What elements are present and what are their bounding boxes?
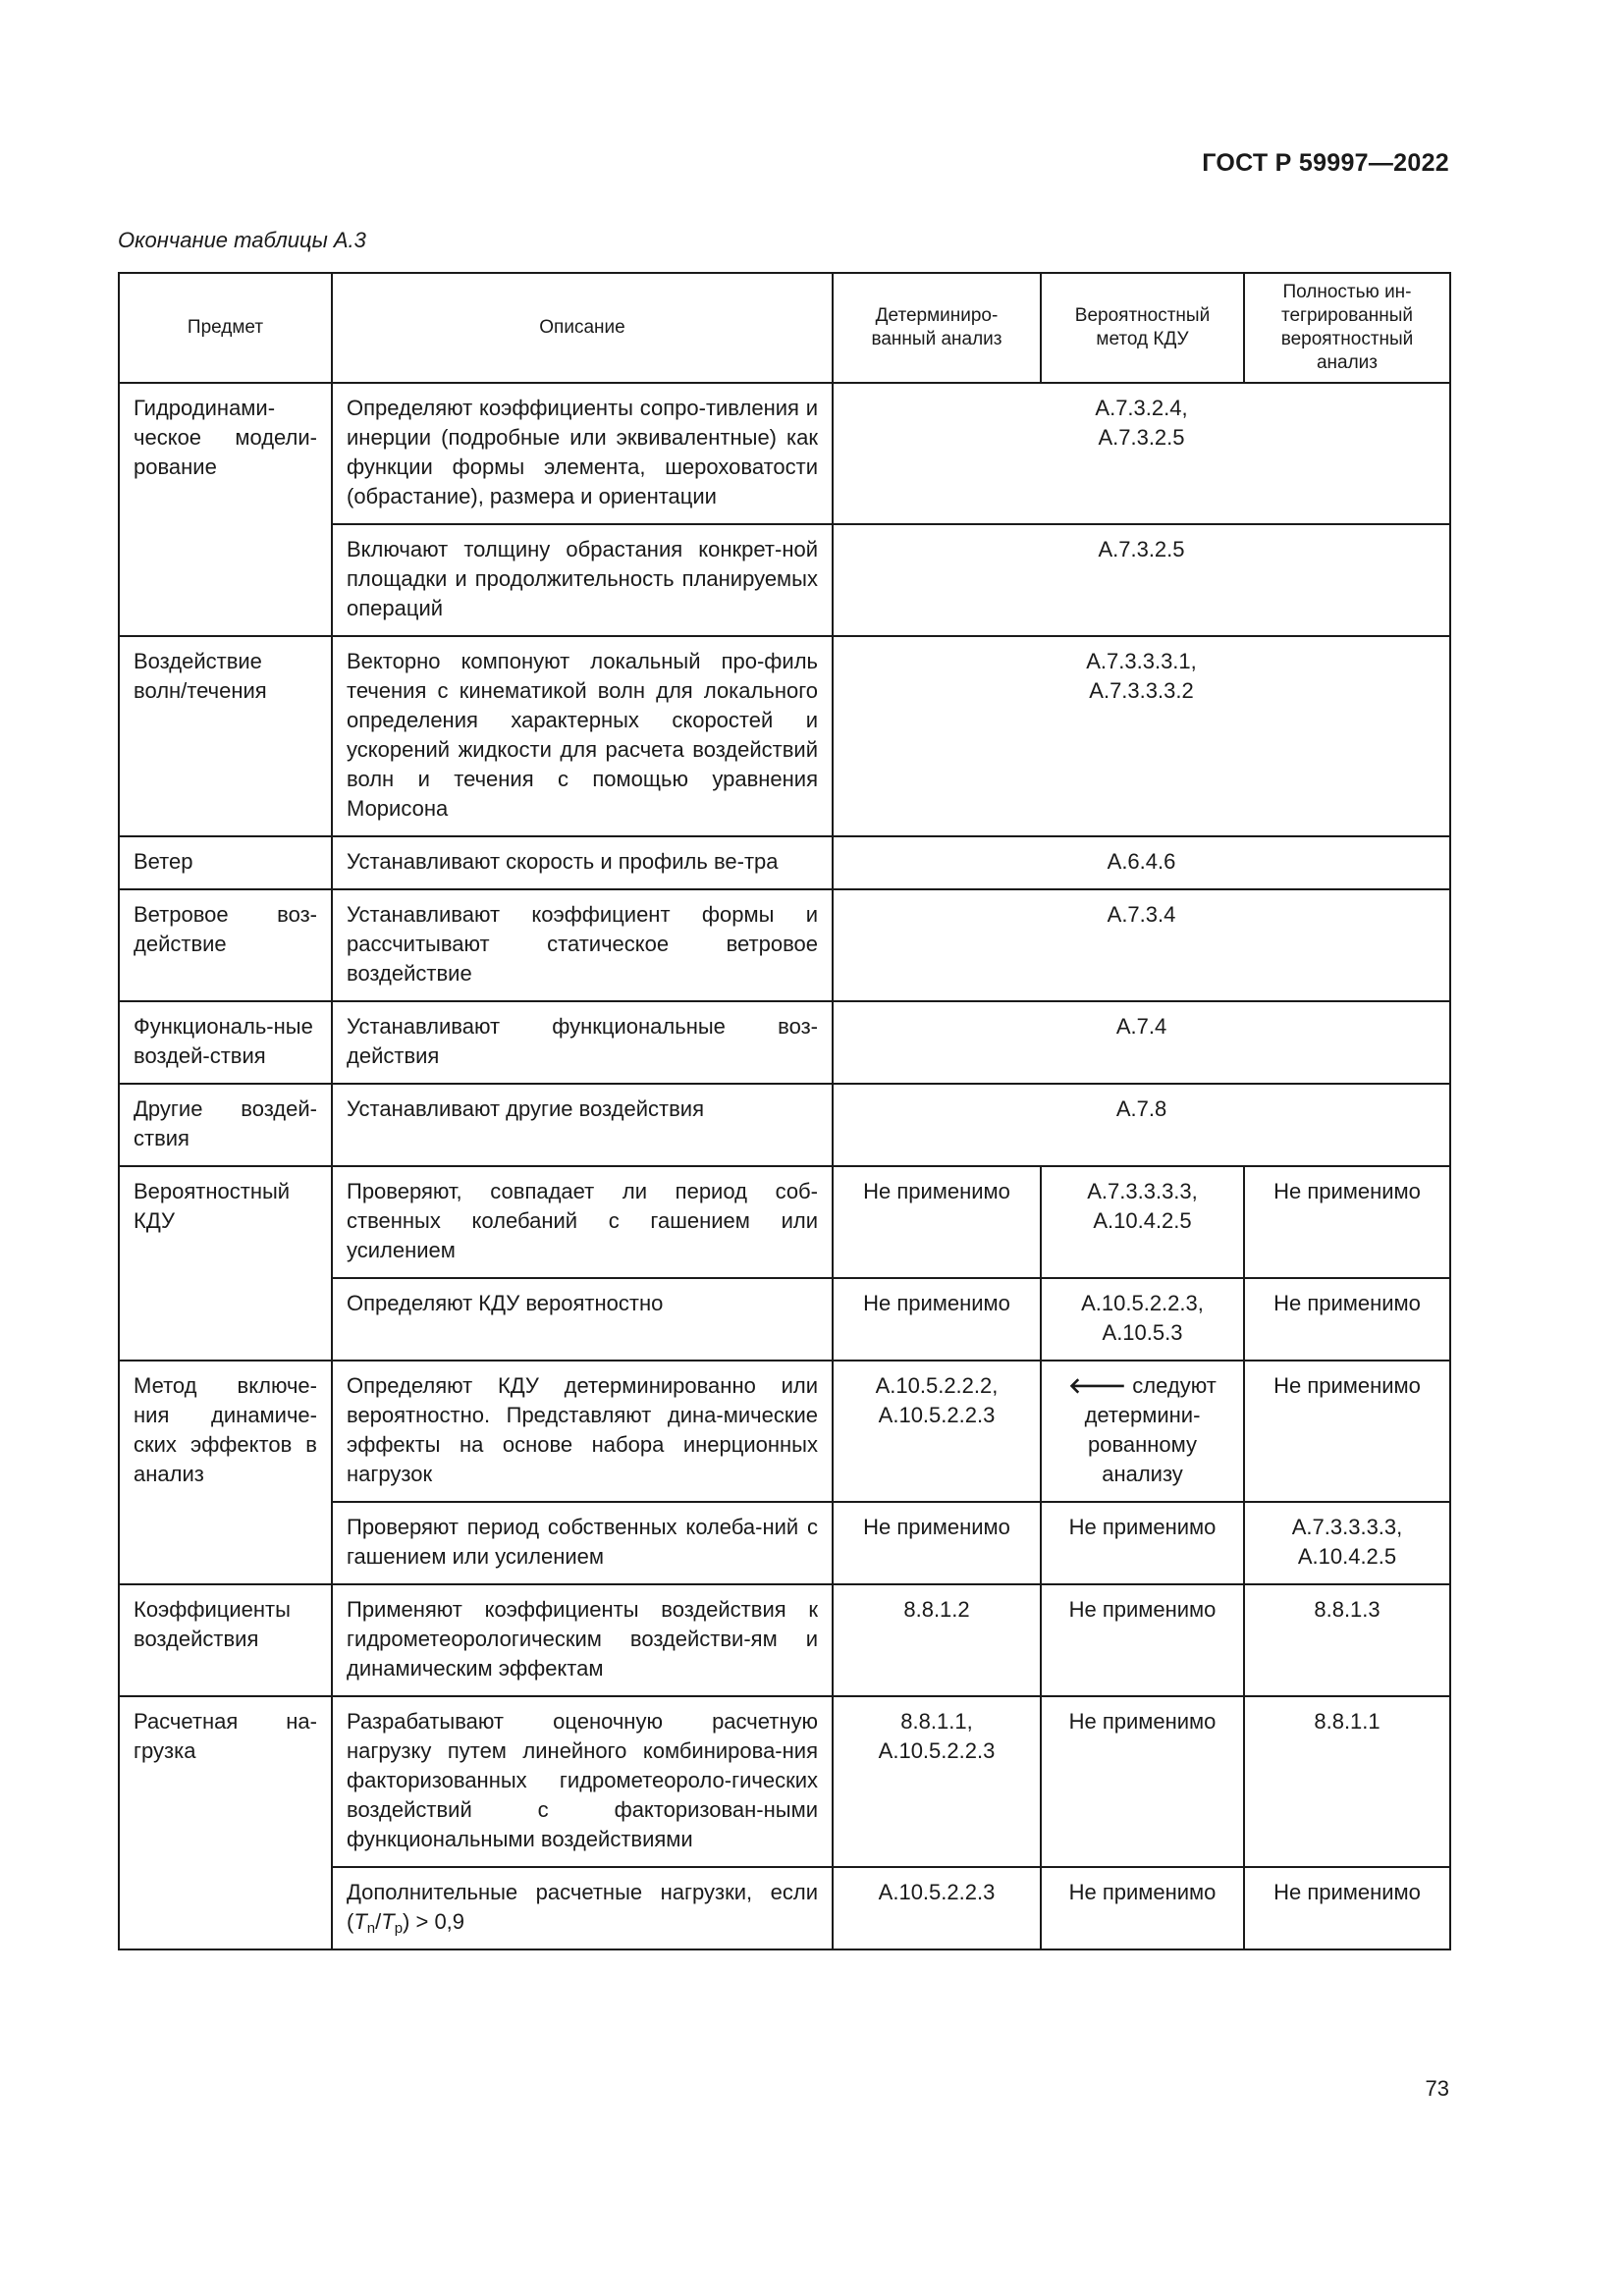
document-standard-code: ГОСТ Р 59997—2022 xyxy=(1202,149,1449,177)
probabilistic-cell: Не применимо xyxy=(1041,1867,1244,1949)
table-row xyxy=(119,636,1450,836)
reference-text: А.10.5.2.2.2, xyxy=(875,1373,999,1398)
column-header-probabilistic: Вероятностный метод КДУ xyxy=(1041,273,1244,383)
subject-cell: Воздействие волн/течения xyxy=(119,636,332,836)
fully-integrated-cell xyxy=(1244,1502,1450,1584)
deterministic-cell: А.10.5.2.2.3 xyxy=(833,1867,1041,1949)
arrow-left-icon: 🡐 xyxy=(1068,1373,1127,1398)
description-cell: Определяют коэффициенты сопро-тивления и инерции (подробные или эквивалентные) как функции формы элемента, шероховатости (обрастание), размера и ориентации xyxy=(332,383,833,524)
column-header-description: Описание xyxy=(332,273,833,383)
description-cell: Проверяют период собственных колеба-ний с гашением или усилением xyxy=(332,1502,833,1584)
probabilistic-cell: Не применимо xyxy=(1041,1696,1244,1867)
table-row xyxy=(119,1084,1450,1166)
merged-reference-cell xyxy=(833,636,1450,836)
table-row xyxy=(119,1696,1450,1867)
merged-reference-cell: А.6.4.6 xyxy=(833,836,1450,889)
fully-integrated-cell: Не применимо xyxy=(1244,1867,1450,1949)
table-caption: Окончание таблицы А.3 xyxy=(118,228,366,252)
probabilistic-cell xyxy=(1041,1278,1244,1361)
fully-integrated-cell: Не применимо xyxy=(1244,1166,1450,1278)
description-cell: Векторно компонуют локальный про-филь течения с кинематикой волн для локального определения характерных скоростей и ускорений жидкости для расчета воздействий волн и течения с помощью уравнения Морисона xyxy=(332,636,833,836)
reference-text: А.7.3.3.3.3, xyxy=(1087,1179,1198,1203)
description-cell: Применяют коэффициенты воздействия к гидрометеорологическим воздействи-ям и динамическим эффектам xyxy=(332,1584,833,1696)
slash-symbol: / xyxy=(375,1909,382,1934)
description-cell xyxy=(332,1867,833,1949)
description-cell: Проверяют, совпадает ли период соб-ственных колебаний с гашением или усилением xyxy=(332,1166,833,1278)
probabilistic-cell: Не применимо xyxy=(1041,1584,1244,1696)
t-symbol: T xyxy=(381,1909,395,1934)
column-header-fully-integrated: Полностью ин-тегрированный вероятностный анализ xyxy=(1244,273,1450,383)
fully-integrated-cell: 8.8.1.3 xyxy=(1244,1584,1450,1696)
subject-cell: Метод включе-ния динамиче-ских эффектов в анализ xyxy=(119,1361,332,1584)
reference-text: А.10.4.2.5 xyxy=(1297,1544,1397,1569)
subject-cell: Функциональ-ные воздей-ствия xyxy=(119,1001,332,1084)
deterministic-cell: Не применимо xyxy=(833,1278,1041,1361)
subject-cell: Ветер xyxy=(119,836,332,889)
description-cell: Устанавливают коэффициент формы и рассчитывают статическое ветровое воздействие xyxy=(332,889,833,1001)
subject-cell: Вероятностный КДУ xyxy=(119,1166,332,1361)
deterministic-cell: Не применимо xyxy=(833,1502,1041,1584)
reference-text: 8.8.1.1, xyxy=(900,1709,973,1734)
deterministic-cell xyxy=(833,1696,1041,1867)
fully-integrated-cell: 8.8.1.1 xyxy=(1244,1696,1450,1867)
requirements-table xyxy=(118,272,1451,1950)
description-cell: Устанавливают скорость и профиль ве-тра xyxy=(332,836,833,889)
description-cell: Включают толщину обрастания конкрет-ной площадки и продолжительность планируемых операций xyxy=(332,524,833,636)
subscript-n: n xyxy=(366,1920,376,1937)
reference-text: А.7.3.3.3.2 xyxy=(1089,678,1194,703)
reference-text: А.7.3.2.5 xyxy=(1098,425,1185,450)
subject-cell: Другие воздей-ствия xyxy=(119,1084,332,1166)
t-symbol: T xyxy=(353,1909,367,1934)
probabilistic-cell: Не применимо xyxy=(1041,1502,1244,1584)
merged-reference-cell: А.7.4 xyxy=(833,1001,1450,1084)
subscript-p: p xyxy=(394,1920,404,1937)
description-cell: Устанавливают другие воздействия xyxy=(332,1084,833,1166)
merged-reference-cell: А.7.3.2.5 xyxy=(833,524,1450,636)
description-cell: Определяют КДУ детерминированно или вероятностно. Представляют дина-мические эффекты на основе набора инерционных нагрузок xyxy=(332,1361,833,1502)
reference-text: А.10.5.3 xyxy=(1102,1320,1183,1345)
description-cell: Определяют КДУ вероятностно xyxy=(332,1278,833,1361)
column-header-deterministic: Детерминиро-ванный анализ xyxy=(833,273,1041,383)
reference-text: А.7.3.3.3.3, xyxy=(1291,1515,1403,1539)
table-row xyxy=(119,836,1450,889)
reference-text: А.10.5.2.2.3 xyxy=(878,1403,996,1427)
reference-text: А.10.5.2.2.3, xyxy=(1081,1291,1204,1315)
description-cell: Разрабатывают оценочную расчетную нагрузку путем линейного комбинирова-ния факторизованных гидрометеороло-гических воздействий с факторизован-ными функциональными воздействиями xyxy=(332,1696,833,1867)
table-row xyxy=(119,383,1450,524)
table-row xyxy=(119,1166,1450,1278)
column-header-subject: Предмет xyxy=(119,273,332,383)
follows-note-text: анализу xyxy=(1102,1462,1183,1486)
deterministic-cell: Не применимо xyxy=(833,1166,1041,1278)
subject-cell: Гидродинами-ческое модели-рование xyxy=(119,383,332,636)
table-row xyxy=(119,1001,1450,1084)
deterministic-cell: 8.8.1.2 xyxy=(833,1584,1041,1696)
fully-integrated-cell: Не применимо xyxy=(1244,1278,1450,1361)
reference-text: А.10.5.2.2.3 xyxy=(878,1738,996,1763)
table-row xyxy=(119,889,1450,1001)
reference-text: А.7.3.3.3.1, xyxy=(1086,649,1197,673)
probabilistic-cell xyxy=(1041,1361,1244,1502)
subject-cell: Расчетная на-грузка xyxy=(119,1696,332,1949)
subject-cell: Ветровое воз-действие xyxy=(119,889,332,1001)
description-text: Дополнительные расчетные нагрузки, если ( xyxy=(347,1880,818,1934)
subject-cell: Коэффициенты воздействия xyxy=(119,1584,332,1696)
merged-reference-cell: А.7.8 xyxy=(833,1084,1450,1166)
merged-reference-cell xyxy=(833,383,1450,524)
merged-reference-cell: А.7.3.4 xyxy=(833,889,1450,1001)
reference-text: А.7.3.2.4, xyxy=(1095,396,1188,420)
follows-note-text: следуют xyxy=(1132,1373,1217,1398)
table-row xyxy=(119,1584,1450,1696)
follows-note-text: детермини- xyxy=(1084,1403,1201,1427)
table-header-row xyxy=(119,273,1450,383)
reference-text: А.10.4.2.5 xyxy=(1093,1208,1192,1233)
description-text: ) > 0,9 xyxy=(403,1909,465,1934)
description-cell: Устанавливают функциональные воз-действия xyxy=(332,1001,833,1084)
deterministic-cell xyxy=(833,1361,1041,1502)
follows-note-text: рованному xyxy=(1087,1432,1198,1457)
table-row xyxy=(119,1361,1450,1502)
follows-note xyxy=(1056,1371,1229,1401)
fully-integrated-cell: Не применимо xyxy=(1244,1361,1450,1502)
page-number: 73 xyxy=(1425,2076,1449,2101)
probabilistic-cell xyxy=(1041,1166,1244,1278)
